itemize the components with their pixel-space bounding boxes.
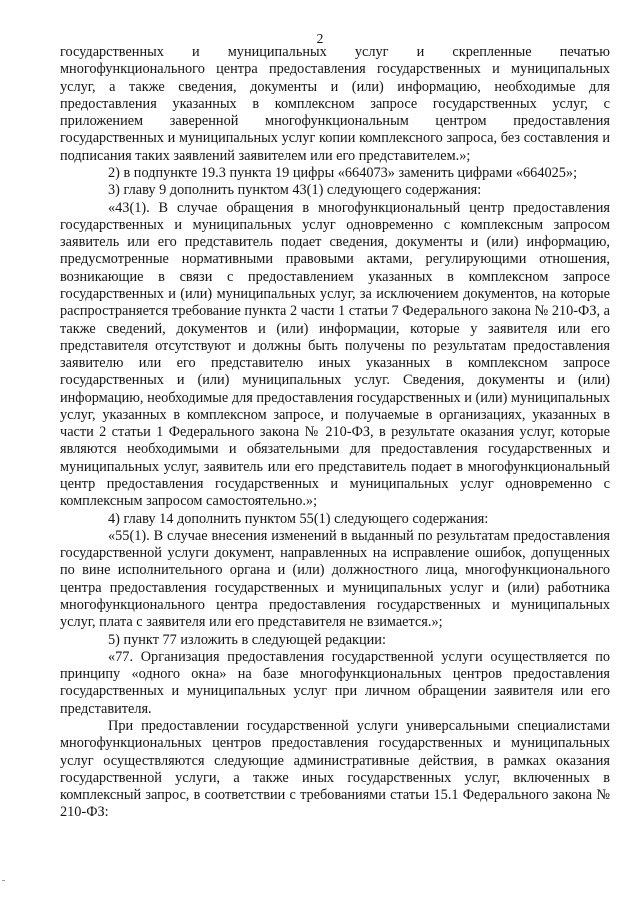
paragraph-item-2: 2) в подпункте 19.3 пункта 19 цифры «664073» заменить цифрами «664025»;	[108, 164, 578, 181]
paragraph-continuation: государственных и муниципальных услуг и скрепленные печатью многофункционального центра предоставления государственных и муниципальных услуг, а также сведения, документы и (или) информацию, необходимые для предоставления указанных в комплексном запросе государственных услуг, с приложением заверенной многофункциональным центром предоставления государственных и муниципальных услуг копии комплексного запроса, без составления и подписания таких заявлений заявителем или его представителем.»;	[60, 44, 610, 164]
paragraph-clause-55-1: «55(1). В случае внесения изменений в выданный по результатам предоставления государственной услуги документ, направленных на исправление ошибок, допущенных по вине исполнительного органа и (или) должностного лица, многофункционального центра предоставления государственных и муниципальных услуг и (или) работника многофункционального центра предоставления государственных и муниципальных услуг, плата с заявителя или его представителя не взимается.»;	[60, 527, 610, 631]
paragraph-clause-43-1: «43(1). В случае обращения в многофункциональный центр предоставления государственных и муниципальных услуг одновременно с комплексным запросом заявитель или его представитель подает сведения, документы и (или) информацию, предусмотренные нормативными правовыми актами, регулирующими отношения, возникающие в связи с предоставлением указанных в комплексном запросе государственных и (или) муниципальных услуг, за исключением документов, на которые распространяется требование пункта 2 части 1 статьи 7 Федерального закона № 210-ФЗ, а также сведений, документов и (или) информации, которые у заявителя или его представителя отсутствуют и должны быть получены по результатам предоставления заявителю или его представителю иных указанных в комплексном запросе государственных и (или) муниципальных услуг. Сведения, документы и (или) информацию, необходимые для предоставления государственных и (или) муниципальных услуг, указанных в комплексном запросе, и получаемые в организациях, указанных в части 2 статьи 1 Федерального закона № 210-ФЗ, в результате оказания услуг, которые являются необходимыми и обязательными для предоставления государственных и муниципальных услуг, заявитель или его представитель подает в многофункциональный центр предоставления государственных и муниципальных услуг одновременно с комплексным запросом самостоятельно.»;	[60, 199, 610, 510]
paragraph-item-5: 5) пункт 77 изложить в следующей редакции:	[108, 631, 386, 648]
document-body	[60, 44, 610, 822]
paragraph-item-3: 3) главу 9 дополнить пунктом 43(1) следующего содержания:	[108, 182, 482, 199]
paragraph-universal-specialists: При предоставлении государственной услуги универсальными специалистами многофункциональных центров предоставления государственных и муниципальных услуг осуществляются следующие административные действия, в рамках оказания государственной услуги, а также иных государственных услуг, включенных в комплексный запрос, в соответствии с требованиями статьи 15.1 Федерального закона № 210-ФЗ:	[60, 717, 610, 821]
page-number: 2	[316, 31, 324, 46]
paragraph-item-4: 4) главу 14 дополнить пунктом 55(1) следующего содержания:	[108, 510, 489, 527]
paragraph-clause-77: «77. Организация предоставления государственной услуги осуществляется по принципу «одного окна» на базе многофункциональных центров предоставления государственных и муниципальных услуг при личном обращении заявителя или его представителя.	[60, 648, 610, 717]
scan-artifact	[2, 880, 5, 881]
